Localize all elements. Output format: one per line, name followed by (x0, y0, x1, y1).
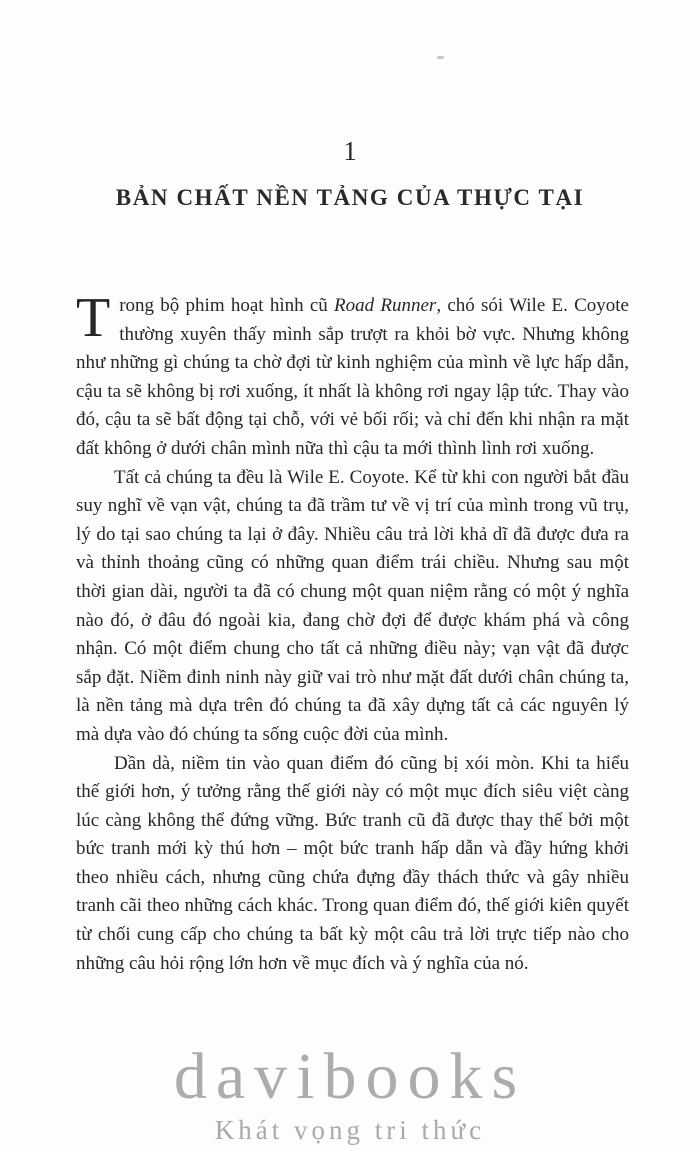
body-text-block (76, 287, 629, 978)
italicized-work-title: Road Runner (334, 295, 437, 316)
paragraph-1-text-before-italic: rong bộ phim hoạt hình cũ (119, 295, 335, 316)
scan-artifact-mark (437, 56, 444, 59)
paragraph-1 (76, 287, 629, 464)
watermark-brand-text: davibooks (173, 1040, 527, 1113)
chapter-title: BẢN CHẤT NỀN TẢNG CỦA THỰC TẠI (115, 185, 585, 210)
paragraph-1-text-after-italic: , chó sói Wile E. Coyote thường xuyên thấy mình sắp trượt ra khỏi bờ vực. Nhưng không như những gì chúng ta chờ đợi từ kinh nghiệm của mình về lực hấp dẫn, cậu ta sẽ không bị rơi xuống, ít nhất là không rơi ngay lập tức. Thay vào đó, cậu ta sẽ bất động tại chỗ, với vẻ bối rối; và chỉ đến khi nhận ra mặt đất không ở dưới chân mình nữa thì cậu ta mới thình lình rơi xuống. (76, 295, 629, 459)
paragraph-2: Tất cả chúng ta đều là Wile E. Coyote. Kể từ khi con người bắt đầu suy nghĩ về vạn vật, chúng ta đã trầm tư về vị trí của mình trong vũ trụ, lý do tại sao chúng ta lại ở đây. Nhiều câu trả lời khả dĩ đã được đưa ra và thỉnh thoảng cũng có những quan điểm trái chiều. Nhưng sau một thời gian dài, người ta đã có chung một quan niệm rằng có một ý nghĩa nào đó, ở đâu đó ngoài kia, đang chờ đợi để được khám phá và công nhận. Có một điểm chung cho tất cả những điều này; vạn vật đã được sắp đặt. Niềm đinh ninh này giữ vai trò như mặt đất dưới chân chúng ta, là nền tảng mà dựa trên đó chúng ta đã xây dựng tất cả các nguyên lý mà dựa vào đó chúng ta sống cuộc đời của mình. (76, 466, 629, 745)
watermark (0, 1040, 700, 1148)
dropcap-letter: T (76, 287, 111, 349)
paragraph-3: Dần dà, niềm tin vào quan điểm đó cũng bị xói mòn. Khi ta hiểu thế giới hơn, ý tưởng rằng thế giới này có một mục đích siêu việt càng lúc càng không thể đứng vững. Bức tranh cũ đã được thay thế bởi một bức tranh mới kỳ thú hơn – một bức tranh hấp dẫn và đầy hứng khởi theo nhiều cách, nhưng cũng chứa đựng đầy thách thức và gây nhiều tranh cãi theo những cách khác. Trong quan điểm đó, thế giới kiên quyết từ chối cung cấp cho chúng ta bất kỳ một câu trả lời trực tiếp nào cho những câu hỏi rộng lớn hơn về mục đích và ý nghĩa của nó. (76, 752, 629, 974)
watermark-slogan-text: Khát vọng tri thức (214, 1115, 486, 1145)
chapter-number: 1 (343, 136, 357, 166)
